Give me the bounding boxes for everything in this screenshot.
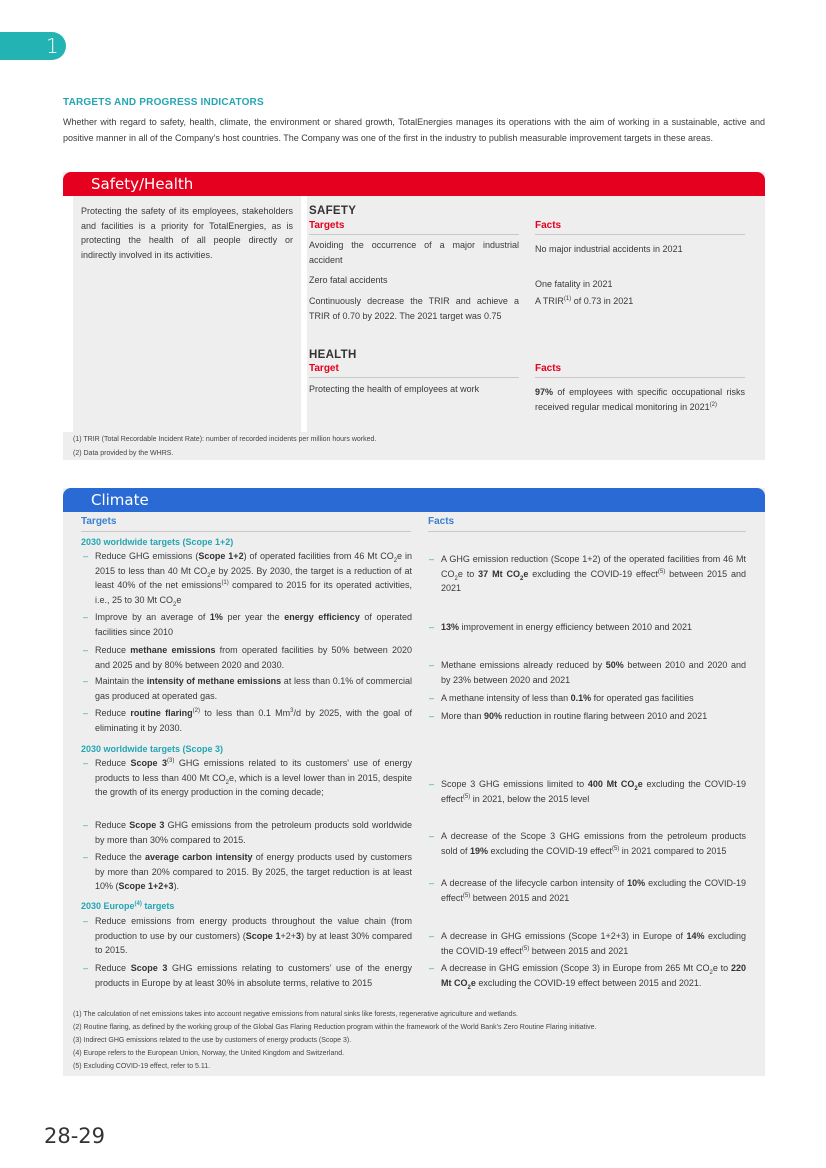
target-item: – Reduce GHG emissions (Scope 1+2) of operated facilities from 46 Mt $CO_2e$ in 2015 to less than 40 Mt $CO_2e$ by 2025. By 2030, the target is a reduction of at least 40% of the net emissions$^{(1)}$ compared to 2015 for its operated activities, i.e., 25 to 30 Mt $CO_2e$ <box>83 551 412 608</box>
divider <box>309 377 519 378</box>
footnote: (2) Routine flaring, as defined by the working group of the Global Gas Flaring Reduction program within the framework of the World Bank’s Zero Routine Flaring initiative. <box>73 1024 597 1031</box>
safety-health-panel <box>63 172 765 460</box>
target-item: – Reduce Scope 3$^{(3)}$ GHG emissions related to its customers' use of energy products to less than 400 Mt $CO_2e$, which is a level lower than in 2015, despite the growth of its energy production in the coming decade; <box>83 758 412 797</box>
climate-targets-label: Targets <box>81 516 117 527</box>
footnote: (2) Data provided by the WHRS. <box>73 450 174 457</box>
fact-item: – Scope 3 GHG emissions limited to 400 Mt $CO_2e$ excluding the COVID-19 effect$^{(5)}$ in 2021, below the 2015 level <box>429 779 746 804</box>
fact-item: – A decrease in GHG emissions (Scope 1+2+3) in Europe of 14% excluding the COVID-19 effect$^{(5)}$ between 2015 and 2021 <box>429 931 746 956</box>
footnote: (4) Europe refers to the European Union, Norway, the United Kingdom and Switzerland. <box>73 1050 345 1057</box>
safety-fact-2: One fatality in 2021 <box>535 279 613 289</box>
divider <box>309 234 519 235</box>
divider <box>428 531 746 532</box>
footnote: (3) Indirect GHG emissions related to the use by customers of energy products (Scope 3). <box>73 1037 352 1044</box>
safety-fact-3: A TRIR$^{(1)}$ of 0.73 in 2021 <box>535 296 634 306</box>
white-column-gap <box>301 196 307 432</box>
target-item: – Maintain the intensity of methane emissions at less than 0.1% of commercial gas produced at operated gas. <box>83 676 412 701</box>
target-item: – Reduce emissions from energy products throughout the value chain (from production to use by our customers) (Scope 1+2+3) by at least 30% compared to 2015. <box>83 916 412 955</box>
target-item: – Reduce the average carbon intensity of energy products used by customers by more than 20% compared to 2015. By 2025, the target reduction is at least 10% (Scope 1+2+3). <box>83 852 412 891</box>
health-heading: HEALTH <box>309 349 357 361</box>
climate-facts-label: Facts <box>428 516 455 527</box>
safety-target-3: Continuously decrease the TRIR and achieve a TRIR of 0.70 by 2022. The 2021 target was 0.75 <box>309 296 519 321</box>
fact-item: – A GHG emission reduction (Scope 1+2) of the operated facilities from 46 Mt $CO_2e$ to 37 Mt $CO_2e$ excluding the COVID-19 effect$^{(5)}$ between 2015 and 2021 <box>429 554 746 593</box>
footnote: (1) TRIR (Total Recordable Incident Rate): number of recorded incidents per million hours worked. <box>73 436 377 443</box>
target-item: – Reduce routine flaring$^{(2)}$ to less than 0.1 Mm$^3$/d by 2025, with the goal of eliminating it by 2030. <box>83 708 412 733</box>
chapter-tab <box>0 32 66 60</box>
safety-target-2: Zero fatal accidents <box>309 275 388 285</box>
climate-header <box>63 488 765 512</box>
divider <box>535 377 745 378</box>
page-number: 28-29 <box>44 1124 106 1148</box>
subheading-scope3: 2030 worldwide targets (Scope 3) <box>81 744 224 754</box>
fact-item: – A decrease of the lifecycle carbon intensity of 10% excluding the COVID-19 effect$^{(5)}$ between 2015 and 2021 <box>429 878 746 903</box>
safety-fact-1: No major industrial accidents in 2021 <box>535 244 683 254</box>
fact-item: – A decrease of the Scope 3 GHG emissions from the petroleum products sold of 19% excluding the COVID-19 effect$^{(5)}$ in 2021 compared to 2015 <box>429 831 746 856</box>
health-facts-label: Facts <box>535 363 562 374</box>
subheading-europe: 2030 Europe$^{(4)}$ targets <box>81 901 175 911</box>
intro-paragraph: Whether with regard to safety, health, climate, the environment or shared growth, TotalEnergies manages its operations with the aim of working in a sustainable, active and positive manner in all of the Company’s host countries. The Company was one of the first in the industry to publish measurable improvement targets in these areas. <box>63 117 765 143</box>
health-target-1: Protecting the health of employees at work <box>309 384 480 394</box>
fact-item: – More than 90% reduction in routine flaring between 2010 and 2021 <box>429 711 708 721</box>
health-fact-1: 97% of employees with specific occupational risks received regular medical monitoring in 2021$^{(2)}$ <box>535 387 745 412</box>
divider <box>81 531 411 532</box>
fact-item: – Methane emissions already reduced by 50% between 2010 and 2020 and by 23% between 2020 and 2021 <box>429 660 746 685</box>
safety-target-1: Avoiding the occurrence of a major industrial accident <box>309 240 519 265</box>
targets-label: Targets <box>309 220 345 231</box>
panel-title: Safety/Health <box>91 175 194 193</box>
target-item: – Reduce methane emissions from operated facilities by 50% between 2020 and 2025 and by 80% between 2020 and 2030. <box>83 645 412 670</box>
subheading-scope12: 2030 worldwide targets (Scope 1+2) <box>81 537 234 547</box>
safety-description: Protecting the safety of its employees, stakeholders and facilities is a priority for TotalEnergies, as is protecting the health of all people directly or indirectly involved in its activities. <box>81 206 293 260</box>
fact-item: – A decrease in GHG emission (Scope 3) in Europe from 265 Mt $CO_2e$ to 220 Mt $CO_2e$ excluding the COVID-19 effect between 2015 and 2021. <box>429 963 746 991</box>
footnote: (1) The calculation of net emissions takes into account negative emissions from natural sinks like forests, regenerative agriculture and wetlands. <box>73 1011 518 1018</box>
safety-health-header <box>63 172 765 196</box>
fact-item: – 13% improvement in energy efficiency between 2010 and 2021 <box>429 622 693 632</box>
section-title: TARGETS AND PROGRESS INDICATORS <box>63 97 264 108</box>
chapter-number: 1 <box>46 34 59 58</box>
climate-panel <box>63 488 765 1076</box>
white-column-bottom <box>63 196 73 432</box>
target-item: – Reduce Scope 3 GHG emissions from the petroleum products sold worldwide by more than 30% compared to 2015. <box>83 820 412 845</box>
divider <box>535 234 745 235</box>
target-item: – Improve by an average of 1% per year the energy efficiency of operated facilities since 2010 <box>83 612 412 637</box>
target-label: Target <box>309 363 339 374</box>
fact-item: – A methane intensity of less than 0.1% for operated gas facilities <box>429 693 694 703</box>
facts-label: Facts <box>535 220 562 231</box>
target-item: – Reduce Scope 3 GHG emissions relating to customers’ use of the energy products in Europe by at least 30% in absolute terms, relative to 2015 <box>83 963 413 988</box>
panel-title: Climate <box>91 491 149 509</box>
safety-heading: SAFETY <box>309 205 357 217</box>
footnote: (5) Excluding COVID-19 effect, refer to 5.11. <box>73 1063 211 1070</box>
